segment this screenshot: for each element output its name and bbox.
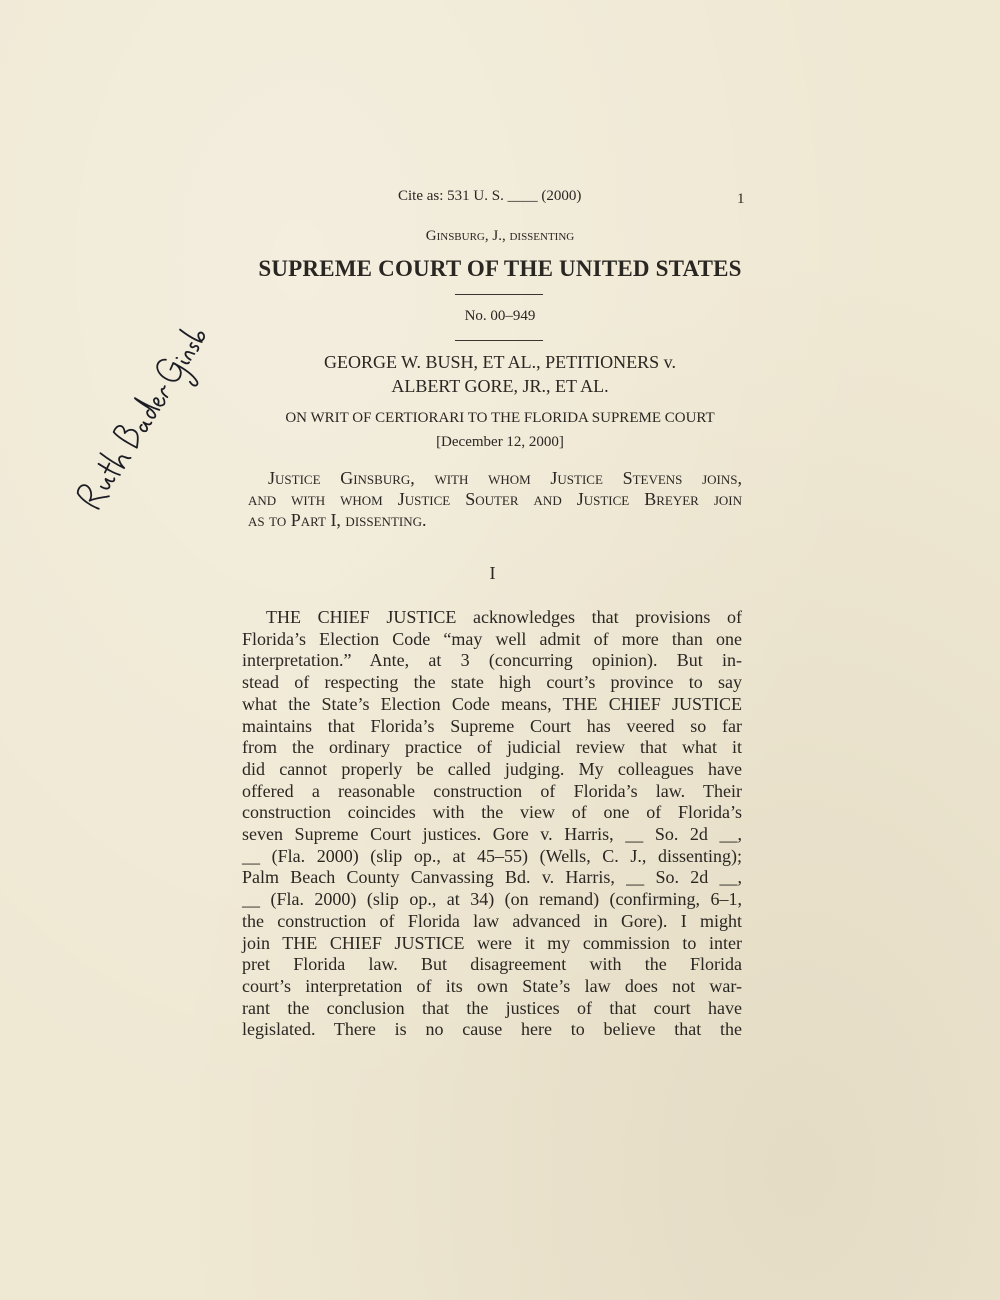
body-line: Florida’s Election Code “may well admit of more than one [242, 628, 742, 649]
body-line: legislated. There is no cause here to believe that the [242, 1019, 742, 1040]
decision-date: [December 12, 2000] [436, 434, 564, 450]
part-heading: I [489, 563, 496, 583]
body-line: Palm Beach County Canvassing Bd. v. Harris, __ So. 2d __, [242, 867, 742, 888]
body-line: seven Supreme Court justices. Gore v. Harris, __ So. 2d __, [242, 824, 742, 845]
intro-line: Justice Ginsburg, with whom Justice Stevens joins, [268, 468, 742, 488]
body-line: __ (Fla. 2000) (slip op., at 45–55) (Wells, C. J., dissenting); [242, 845, 742, 866]
opinion-author-line: Ginsburg, J., dissenting [425, 228, 575, 244]
intro-line: as to Part I, dissenting. [248, 510, 427, 530]
divider-rule-top [455, 294, 543, 295]
opinion-body-paragraph [242, 607, 742, 1041]
body-line: the construction of Florida law advanced in Gore). I might [242, 910, 742, 931]
body-line: court’s interpretation of its own State’s law does not war- [242, 975, 742, 996]
citation-line: Cite as: 531 U. S. ____ (2000) [398, 188, 582, 204]
case-parties-line-2: ALBERT GORE, JR., ET AL. [391, 376, 609, 396]
intro-line: and with whom Justice Souter and Justice Breyer join [248, 489, 742, 509]
docket-number: No. 00–949 [464, 308, 536, 324]
body-line: THE CHIEF JUSTICE acknowledges that provisions of [266, 607, 742, 627]
divider-rule-bottom [455, 340, 543, 341]
body-line: did cannot properly be called judging. My colleagues have [242, 758, 742, 779]
body-line: __ (Fla. 2000) (slip op., at 34) (on remand) (confirming, 6–1, [242, 889, 742, 910]
body-line: pret Florida law. But disagreement with the Florida [242, 954, 742, 975]
body-line: maintains that Florida’s Supreme Court has veered so far [242, 715, 742, 736]
body-line: offered a reasonable construction of Florida’s law. Their [242, 780, 742, 801]
body-line: what the State’s Election Code means, THE CHIEF JUSTICE [242, 693, 742, 714]
body-line: from the ordinary practice of judicial review that what it [242, 737, 742, 758]
body-line: rant the conclusion that the justices of that court have [242, 997, 742, 1018]
body-line: join THE CHIEF JUSTICE were it my commission to inter [242, 932, 742, 953]
writ-line: ON WRIT OF CERTIORARI TO THE FLORIDA SUPREME COURT [285, 410, 715, 426]
body-line: stead of respecting the state high court’s province to say [242, 672, 742, 693]
intro-paragraph [248, 468, 742, 531]
case-parties-line-1: GEORGE W. BUSH, ET AL., PETITIONERS v. [323, 352, 676, 372]
court-name-heading: SUPREME COURT OF THE UNITED STATES [258, 256, 742, 281]
handwritten-signature [22, 318, 252, 528]
body-line: construction coincides with the view of one of Florida’s [242, 802, 742, 823]
body-line: interpretation.” Ante, at 3 (concurring opinion). But in- [242, 650, 742, 671]
page-number: 1 [737, 191, 745, 207]
